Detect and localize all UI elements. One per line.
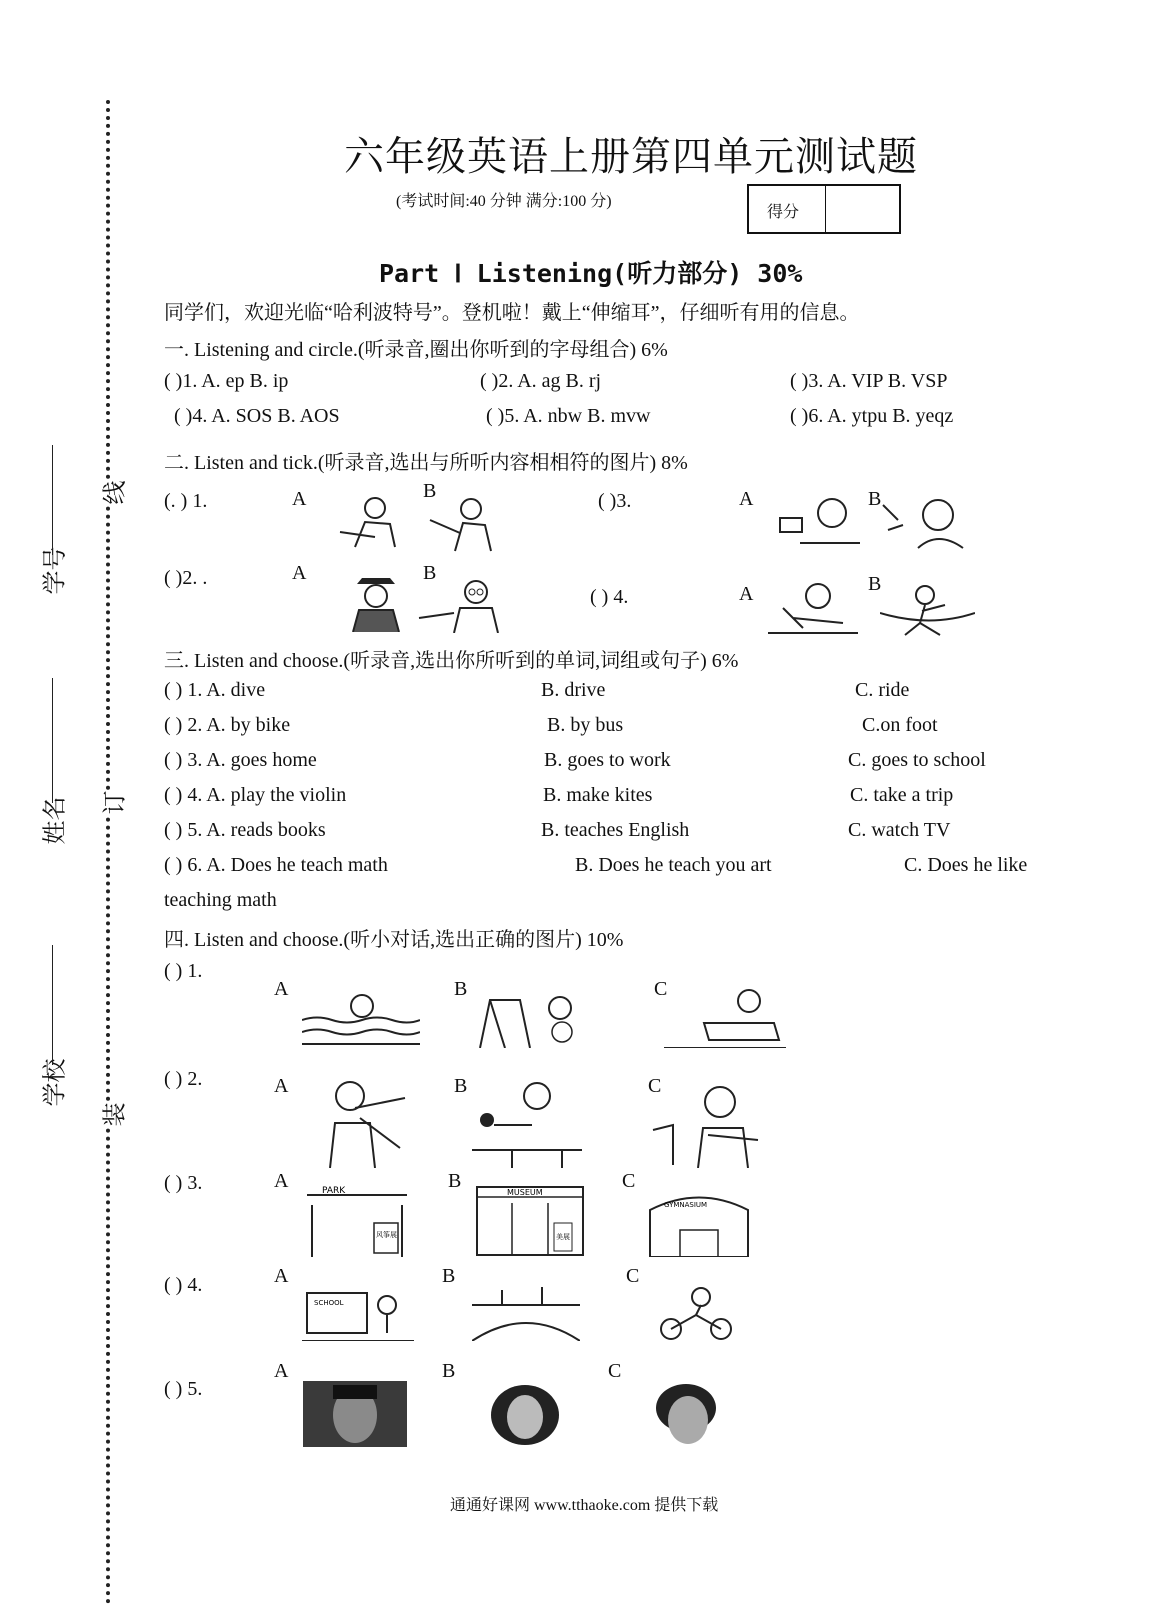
part1-intro: 同学们，欢迎光临“哈利波特号”。登机啦！戴上“伸缩耳”，仔细听有用的信息。 bbox=[164, 302, 860, 324]
sec2-q4-B: B bbox=[868, 573, 882, 595]
sec1-q1: ( )1. A. ep B. ip bbox=[164, 370, 289, 392]
binding-dotted-line bbox=[106, 100, 110, 1605]
line-label: 线 bbox=[95, 481, 130, 505]
sec3-title: 三. Listen and choose.(听录音,选出你所听到的单词,词组或句子) 6% bbox=[164, 650, 739, 672]
sec4-q3-C: C bbox=[622, 1170, 636, 1192]
street-image bbox=[472, 1285, 580, 1341]
sec4-q4-C: C bbox=[626, 1265, 640, 1287]
sec3-q6-c: C. Does he like bbox=[904, 854, 1028, 876]
sec4-q3: ( ) 3. bbox=[164, 1172, 203, 1194]
girl-running-image bbox=[880, 583, 975, 638]
sec4-q2: ( ) 2. bbox=[164, 1068, 203, 1090]
girl-ping-pong-image bbox=[472, 1080, 582, 1168]
school-label: 学校 bbox=[40, 1058, 69, 1107]
sec4-title: 四. Listen and choose.(听小对话,选出正确的图片) 10% bbox=[164, 929, 624, 951]
man-photo-image bbox=[303, 1381, 407, 1447]
sec4-q4-B: B bbox=[442, 1265, 456, 1287]
sec3-q6: ( ) 6. A. Does he teach math bbox=[164, 854, 388, 876]
sec3-q5: ( ) 5. A. reads books bbox=[164, 819, 326, 841]
sec4-q5: ( ) 5. bbox=[164, 1378, 203, 1400]
name-label: 姓名 bbox=[40, 796, 69, 845]
boy-reading-image bbox=[335, 492, 415, 552]
student-no-blank bbox=[52, 445, 53, 555]
sec2-q3-A: A bbox=[739, 488, 754, 510]
sec4-q5-C: C bbox=[608, 1360, 622, 1382]
ding-label: 订 bbox=[95, 791, 130, 815]
girl-painting-image bbox=[470, 990, 600, 1048]
young-man-photo-image bbox=[636, 1380, 736, 1450]
boy-writing-image bbox=[425, 495, 505, 553]
school-sign-text: SCHOOL bbox=[314, 1299, 344, 1307]
sec3-q1: ( ) 1. A. dive bbox=[164, 679, 266, 701]
sec2-q4: ( ) 4. bbox=[590, 586, 629, 608]
sec2-q2-B: B bbox=[423, 562, 437, 584]
sec4-q3-A: A bbox=[274, 1170, 289, 1192]
sec4-q1: ( ) 1. bbox=[164, 960, 203, 982]
sec3-q2-b: B. by bus bbox=[547, 714, 624, 736]
sec3-q2: ( ) 2. A. by bike bbox=[164, 714, 291, 736]
sec2-q3-B: B bbox=[868, 488, 882, 510]
sec2-q1-A: A bbox=[292, 488, 307, 510]
policeman-image bbox=[345, 572, 407, 632]
boy-cycling-image bbox=[646, 1285, 746, 1341]
sec3-q5-c: C. watch TV bbox=[848, 819, 951, 841]
art-show-sign-text: 美展 bbox=[556, 1233, 570, 1241]
sec4-q3-B: B bbox=[448, 1170, 462, 1192]
sec4-q2-A: A bbox=[274, 1075, 289, 1097]
sec1-q6: ( )6. A. ytpu B. yeqz bbox=[790, 405, 954, 427]
sec2-q1-B: B bbox=[423, 480, 437, 502]
girl-phone-image bbox=[878, 490, 978, 550]
sec4-q4: ( ) 4. bbox=[164, 1274, 203, 1296]
sec2-q4-A: A bbox=[739, 583, 754, 605]
girl-violin-music-image bbox=[648, 1080, 770, 1168]
sec3-q1-b: B. drive bbox=[541, 679, 606, 701]
woman-photo-image bbox=[470, 1385, 580, 1451]
page-title: 六年级英语上册第四单元测试题 bbox=[344, 134, 918, 180]
sec4-q5-A: A bbox=[274, 1360, 289, 1382]
sec4-q5-B: B bbox=[442, 1360, 456, 1382]
sec4-q2-B: B bbox=[454, 1075, 468, 1097]
sec3-q3: ( ) 3. A. goes home bbox=[164, 749, 317, 771]
park-image bbox=[302, 1185, 414, 1257]
kite-show-sign-text: 风筝展 bbox=[376, 1231, 397, 1239]
sec3-q3-c: C. goes to school bbox=[848, 749, 986, 771]
sec4-q1-C: C bbox=[654, 978, 668, 1000]
sec2-q3: ( )3. bbox=[598, 490, 632, 512]
sec1-q5: ( )5. A. nbw B. mvw bbox=[486, 405, 651, 427]
sec3-q4-c: C. take a trip bbox=[850, 784, 954, 806]
sec2-title: 二. Listen and tick.(听录音,选出与所听内容相相符的图片) 8% bbox=[164, 452, 688, 474]
part1-heading: Part Ⅰ Listening(听力部分) 30% bbox=[379, 259, 803, 288]
girl-drawing-image bbox=[763, 578, 865, 640]
museum-image bbox=[472, 1183, 588, 1257]
name-blank bbox=[52, 678, 53, 803]
footer-text: 通通好课网 www.tthaoke.com 提供下载 bbox=[450, 1497, 719, 1514]
girl-board-game-image bbox=[664, 985, 786, 1048]
girl-violin-image bbox=[300, 1078, 412, 1168]
sec3-q6-b: B. Does he teach you art bbox=[575, 854, 772, 876]
score-box bbox=[747, 184, 901, 234]
score-label: 得分 bbox=[767, 204, 800, 221]
sec2-q2-A: A bbox=[292, 562, 307, 584]
girl-computer-image bbox=[770, 493, 865, 548]
gymnasium-image bbox=[640, 1185, 758, 1257]
doctor-image bbox=[414, 578, 504, 633]
sec4-q1-B: B bbox=[454, 978, 468, 1000]
sec4-q4-A: A bbox=[274, 1265, 289, 1287]
sec3-q4-b: B. make kites bbox=[543, 784, 653, 806]
sec4-q2-C: C bbox=[648, 1075, 662, 1097]
sec4-q1-A: A bbox=[274, 978, 289, 1000]
park-sign-text: PARK bbox=[322, 1186, 346, 1196]
zhuang-label: 装 bbox=[95, 1103, 130, 1127]
sec2-q1: (. ) 1. bbox=[164, 490, 208, 512]
sec3-q6-cont: teaching math bbox=[164, 889, 277, 911]
student-no-label: 学号 bbox=[40, 546, 69, 595]
sec1-title: 一. Listening and circle.(听录音,圈出你听到的字母组合) 6% bbox=[164, 339, 668, 361]
school-blank bbox=[52, 945, 53, 1065]
sec3-q3-b: B. goes to work bbox=[544, 749, 671, 771]
sec3-q1-c: C. ride bbox=[855, 679, 910, 701]
museum-sign-text: MUSEUM bbox=[507, 1188, 543, 1197]
score-cell bbox=[825, 186, 826, 232]
sec3-q4: ( ) 4. A. play the violin bbox=[164, 784, 347, 806]
sec1-q2: ( )2. A. ag B. rj bbox=[480, 370, 602, 392]
girl-swimming-image bbox=[302, 990, 420, 1048]
sec1-q3: ( )3. A. VIP B. VSP bbox=[790, 370, 948, 392]
sec3-q2-c: C.on foot bbox=[862, 714, 938, 736]
exam-info: (考试时间:40 分钟 满分:100 分) bbox=[396, 193, 612, 210]
sec3-q5-b: B. teaches English bbox=[541, 819, 690, 841]
gymnasium-sign-text: GYMNASIUM bbox=[664, 1201, 708, 1209]
school-image bbox=[302, 1283, 414, 1341]
sec1-q4: ( )4. A. SOS B. AOS bbox=[174, 405, 340, 427]
sec2-q2: ( )2. . bbox=[164, 567, 208, 589]
